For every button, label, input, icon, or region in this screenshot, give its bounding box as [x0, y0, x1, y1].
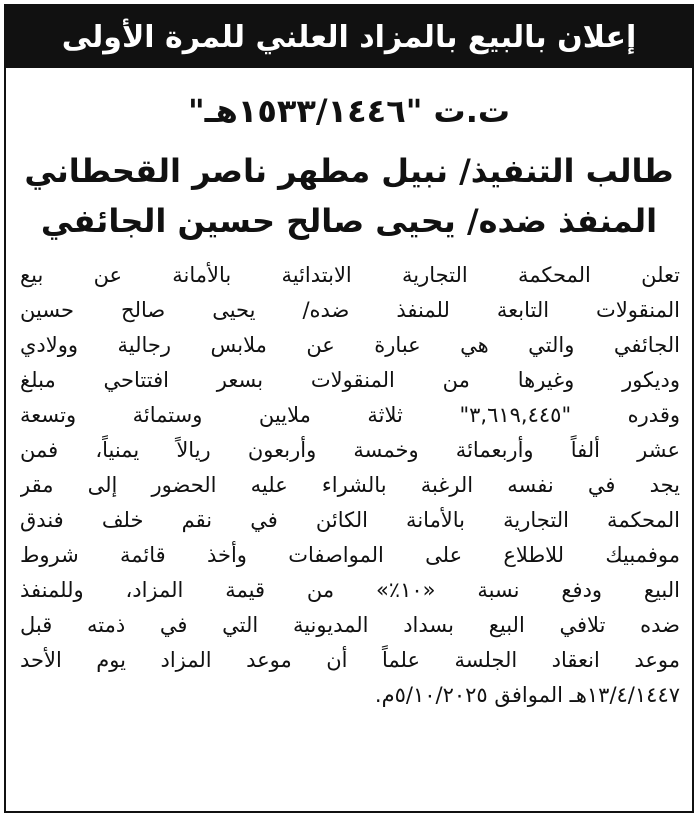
case-reference: ت.ت "١٥٣٣/١٤٤٦هـ" [187, 92, 510, 130]
body-line: المنقولات التابعة للمنفذ ضده/ يحيى صالح حسين [20, 298, 680, 322]
body-line: وقدره "٣,٦١٩,٤٤٥" ثلاثة ملايين وستمائة وتسعة [20, 403, 680, 427]
execution-applicant: طالب التنفيذ/ نبيل مطهر ناصر القحطاني [24, 152, 674, 190]
body-line: موعد انعقاد الجلسة علماً أن موعد المزاد يوم الأحد [20, 648, 680, 672]
body-line: وديكور وغيرها من المنقولات بسعر افتتاحي مبلغ [20, 368, 680, 392]
body-line: المحكمة التجارية بالأمانة الكائن في نقم خلف فندق [20, 508, 680, 532]
execution-respondent: المنفذ ضده/ يحيى صالح حسين الجائفي [40, 202, 658, 240]
body-line: تعلن المحكمة التجارية الابتدائية بالأمانة عن بيع [20, 263, 680, 287]
body-line: موفمبيك للاطلاع على المواصفات وأخذ قائمة شروط [20, 543, 680, 567]
notice-banner-title: إعلان بالبيع بالمزاد العلني للمرة الأولى [6, 6, 692, 68]
body-line: يجد في نفسه الرغبة بالشراء عليه الحضور إلى مقر [20, 473, 680, 497]
body-line: ١٣/٤/١٤٤٧هـ الموافق ٥/١٠/٢٠٢٥م. [374, 683, 680, 707]
body-line: البيع ودفع نسبة «١٠٪» من قيمة المزاد، وللمنفذ [20, 578, 680, 602]
body-line: الجائفي والتي هي عبارة عن ملابس رجالية وولادي [20, 333, 680, 357]
notice-body [20, 258, 680, 713]
auction-notice [4, 4, 694, 813]
body-line: ضده تلافي البيع بسداد المديونية التي في ذمته قبل [20, 613, 680, 637]
body-line: عشر ألفاً وأربعمائة وخمسة وأربعون ريالاً يمنياً، فمن [20, 438, 680, 462]
